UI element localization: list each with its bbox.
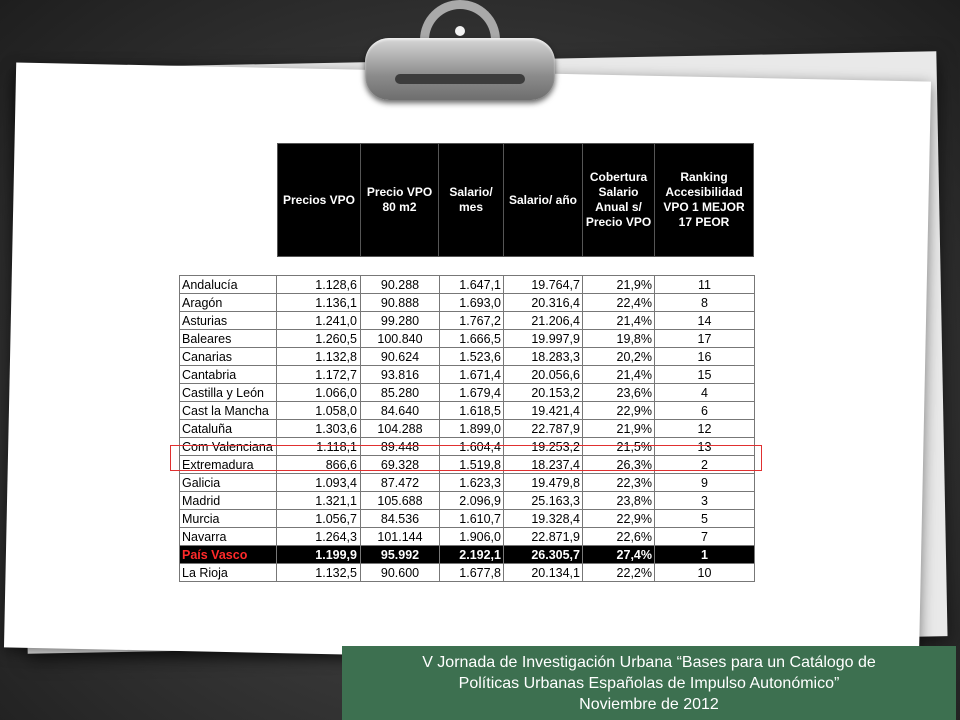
cobertura-cell: 21,4%	[583, 312, 655, 330]
ranking-cell: 11	[655, 276, 755, 294]
region-cell: Baleares	[180, 330, 277, 348]
precio-80m2-cell: 99.280	[361, 312, 440, 330]
extremadura-highlight-box	[170, 445, 762, 471]
ranking-cell: 8	[655, 294, 755, 312]
region-cell: Madrid	[180, 492, 277, 510]
region-cell: Cantabria	[180, 366, 277, 384]
precio-cell: 1.132,8	[277, 348, 361, 366]
paper-clip-icon	[365, 38, 555, 100]
salario-anio-cell: 19.997,9	[504, 330, 583, 348]
cobertura-cell: 21,4%	[583, 366, 655, 384]
ranking-cell: 14	[655, 312, 755, 330]
header-table	[277, 143, 754, 257]
salario-mes-cell: 2.192,1	[440, 546, 504, 564]
region-cell: Aragón	[180, 294, 277, 312]
ranking-cell: 2	[655, 456, 755, 474]
precio-cell: 1.093,4	[277, 474, 361, 492]
table-row	[180, 528, 755, 546]
cobertura-cell: 22,9%	[583, 510, 655, 528]
header-precios-vpo: Precios VPO	[278, 144, 361, 257]
precio-cell: 1.199,9	[277, 546, 361, 564]
cobertura-cell: 21,5%	[583, 438, 655, 456]
cobertura-cell: 22,4%	[583, 294, 655, 312]
region-cell: Com Valenciana	[180, 438, 277, 456]
salario-anio-cell: 21.206,4	[504, 312, 583, 330]
salario-mes-cell: 1.519,8	[440, 456, 504, 474]
precio-80m2-cell: 100.840	[361, 330, 440, 348]
table-row	[180, 384, 755, 402]
table-row	[180, 366, 755, 384]
salario-anio-cell: 18.237,4	[504, 456, 583, 474]
salario-mes-cell: 1.677,8	[440, 564, 504, 582]
cobertura-cell: 23,6%	[583, 384, 655, 402]
ranking-cell: 7	[655, 528, 755, 546]
header-precio-vpo-80m2: Precio VPO 80 m2	[361, 144, 439, 257]
region-cell: Navarra	[180, 528, 277, 546]
salario-mes-cell: 2.096,9	[440, 492, 504, 510]
region-cell: Castilla y León	[180, 384, 277, 402]
header-cobertura: Cobertura Salario Anual s/ Precio VPO	[583, 144, 655, 257]
data-table	[179, 275, 755, 582]
table-row	[180, 294, 755, 312]
precio-80m2-cell: 90.624	[361, 348, 440, 366]
salario-mes-cell: 1.618,5	[440, 402, 504, 420]
region-cell: Andalucía	[180, 276, 277, 294]
cobertura-cell: 22,6%	[583, 528, 655, 546]
region-cell: Cast la Mancha	[180, 402, 277, 420]
cobertura-cell: 21,9%	[583, 420, 655, 438]
salario-anio-cell: 19.328,4	[504, 510, 583, 528]
salario-mes-cell: 1.671,4	[440, 366, 504, 384]
table-row	[180, 312, 755, 330]
precio-80m2-cell: 95.992	[361, 546, 440, 564]
precio-cell: 1.260,5	[277, 330, 361, 348]
region-cell: Canarias	[180, 348, 277, 366]
cobertura-cell: 26,3%	[583, 456, 655, 474]
table-row	[180, 276, 755, 294]
precio-cell: 1.128,6	[277, 276, 361, 294]
cobertura-cell: 20,2%	[583, 348, 655, 366]
region-cell: Asturias	[180, 312, 277, 330]
region-cell: Cataluña	[180, 420, 277, 438]
cobertura-cell: 22,9%	[583, 402, 655, 420]
clip-slot	[395, 74, 525, 84]
region-cell: Murcia	[180, 510, 277, 528]
header-ranking: Ranking Accesibilidad VPO 1 MEJOR 17 PEOR	[655, 144, 754, 257]
cobertura-cell: 27,4%	[583, 546, 655, 564]
precio-cell: 1.118,1	[277, 438, 361, 456]
precio-cell: 1.136,1	[277, 294, 361, 312]
salario-mes-cell: 1.604,4	[440, 438, 504, 456]
precio-80m2-cell: 85.280	[361, 384, 440, 402]
ranking-cell: 5	[655, 510, 755, 528]
salario-mes-cell: 1.647,1	[440, 276, 504, 294]
salario-mes-cell: 1.666,5	[440, 330, 504, 348]
ranking-cell: 4	[655, 384, 755, 402]
precio-80m2-cell: 84.536	[361, 510, 440, 528]
salario-anio-cell: 19.479,8	[504, 474, 583, 492]
cobertura-cell: 21,9%	[583, 276, 655, 294]
salario-mes-cell: 1.693,0	[440, 294, 504, 312]
header-salario-mes: Salario/ mes	[439, 144, 504, 257]
salario-mes-cell: 1.767,2	[440, 312, 504, 330]
table-row	[180, 510, 755, 528]
table-row	[180, 564, 755, 582]
table-row	[180, 474, 755, 492]
precio-80m2-cell: 84.640	[361, 402, 440, 420]
region-cell: País Vasco	[180, 546, 277, 564]
precio-cell: 1.321,1	[277, 492, 361, 510]
salario-anio-cell: 20.153,2	[504, 384, 583, 402]
salario-mes-cell: 1.899,0	[440, 420, 504, 438]
salario-mes-cell: 1.523,6	[440, 348, 504, 366]
footer-line-2: Políticas Urbanas Españolas de Impulso Autonómico”	[458, 675, 840, 692]
precio-cell: 1.056,7	[277, 510, 361, 528]
ranking-cell: 10	[655, 564, 755, 582]
table-row	[180, 420, 755, 438]
ranking-cell: 16	[655, 348, 755, 366]
precio-cell: 866,6	[277, 456, 361, 474]
salario-anio-cell: 26.305,7	[504, 546, 583, 564]
ranking-cell: 13	[655, 438, 755, 456]
precio-cell: 1.066,0	[277, 384, 361, 402]
salario-mes-cell: 1.610,7	[440, 510, 504, 528]
table-row	[180, 546, 755, 564]
precio-cell: 1.303,6	[277, 420, 361, 438]
salario-mes-cell: 1.906,0	[440, 528, 504, 546]
footer-line-3: Noviembre de 2012	[579, 696, 719, 713]
precio-80m2-cell: 90.888	[361, 294, 440, 312]
salario-mes-cell: 1.679,4	[440, 384, 504, 402]
data-table-body	[180, 276, 755, 582]
salario-anio-cell: 22.787,9	[504, 420, 583, 438]
salario-anio-cell: 18.283,3	[504, 348, 583, 366]
region-cell: La Rioja	[180, 564, 277, 582]
cobertura-cell: 22,3%	[583, 474, 655, 492]
cobertura-cell: 23,8%	[583, 492, 655, 510]
precio-cell: 1.172,7	[277, 366, 361, 384]
ranking-cell: 9	[655, 474, 755, 492]
clip-hole	[455, 26, 465, 36]
header-row	[278, 144, 754, 257]
precio-80m2-cell: 90.600	[361, 564, 440, 582]
precio-80m2-cell: 104.288	[361, 420, 440, 438]
ranking-cell: 17	[655, 330, 755, 348]
salario-anio-cell: 19.764,7	[504, 276, 583, 294]
precio-80m2-cell: 89.448	[361, 438, 440, 456]
region-cell: Galicia	[180, 474, 277, 492]
salario-anio-cell: 20.316,4	[504, 294, 583, 312]
salario-anio-cell: 19.253,2	[504, 438, 583, 456]
precio-cell: 1.058,0	[277, 402, 361, 420]
salario-anio-cell: 20.056,6	[504, 366, 583, 384]
ranking-cell: 12	[655, 420, 755, 438]
footer-banner	[342, 646, 956, 720]
salario-anio-cell: 22.871,9	[504, 528, 583, 546]
precio-80m2-cell: 93.816	[361, 366, 440, 384]
salario-mes-cell: 1.623,3	[440, 474, 504, 492]
precio-80m2-cell: 87.472	[361, 474, 440, 492]
salario-anio-cell: 25.163,3	[504, 492, 583, 510]
precio-cell: 1.132,5	[277, 564, 361, 582]
ranking-cell: 3	[655, 492, 755, 510]
footer-line-1: V Jornada de Investigación Urbana “Bases para un Catálogo de	[422, 654, 876, 671]
table-row	[180, 330, 755, 348]
ranking-cell: 1	[655, 546, 755, 564]
header-salario-anio: Salario/ año	[504, 144, 583, 257]
salario-anio-cell: 20.134,1	[504, 564, 583, 582]
precio-80m2-cell: 101.144	[361, 528, 440, 546]
precio-80m2-cell: 69.328	[361, 456, 440, 474]
precio-cell: 1.264,3	[277, 528, 361, 546]
table-row	[180, 348, 755, 366]
table-row	[180, 492, 755, 510]
ranking-cell: 15	[655, 366, 755, 384]
cobertura-cell: 22,2%	[583, 564, 655, 582]
region-cell: Extremadura	[180, 456, 277, 474]
table-row	[180, 402, 755, 420]
ranking-cell: 6	[655, 402, 755, 420]
precio-80m2-cell: 90.288	[361, 276, 440, 294]
precio-cell: 1.241,0	[277, 312, 361, 330]
salario-anio-cell: 19.421,4	[504, 402, 583, 420]
precio-80m2-cell: 105.688	[361, 492, 440, 510]
cobertura-cell: 19,8%	[583, 330, 655, 348]
